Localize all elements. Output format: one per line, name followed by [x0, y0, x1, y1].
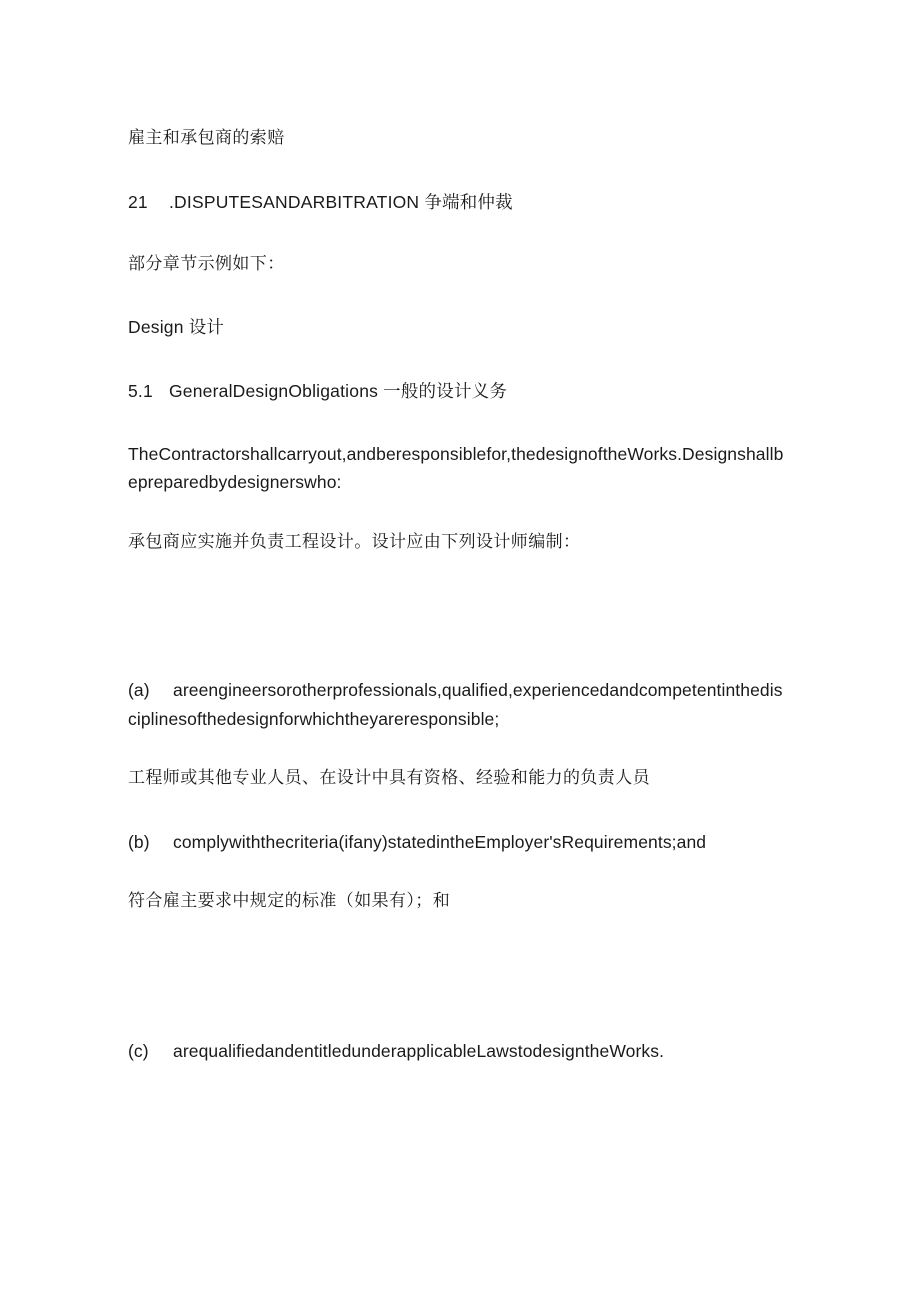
list-item-c-text: arequalifiedandentitledunderapplicableLawstodesigntheWorks. [173, 1041, 665, 1062]
list-item-b-chinese: 符合雇主要求中规定的标准（如果有）；和 [128, 890, 451, 911]
list-item-c-label: (c) [128, 1041, 149, 1062]
heading-design: Design 设计 [128, 317, 225, 338]
heading-clause-5-1-general-design-obligations [128, 377, 790, 405]
list-item-a-chinese: 工程师或其他专业人员、在设计中具有资格、经验和能力的负责人员 [128, 768, 650, 788]
clause-21-number: 21 [128, 191, 148, 212]
heading-clause-21-disputes [128, 188, 790, 216]
list-item-a-label: (a) [128, 680, 150, 701]
clause-5-1-title: GeneralDesignObligations 一般的设计义务 [169, 380, 508, 401]
clause-5-1-number: 5.1 [128, 380, 153, 401]
paragraph-sections-example-intro: 部分章节示例如下： [128, 253, 285, 274]
page-top-margin [128, 0, 790, 108]
clause-21-title: .DISPUTESANDARBITRATION 争端和仲裁 [169, 191, 513, 212]
list-item-a-text: areengineersorotherprofessionals,qualified,experiencedandcompetentinthedisciplinesofthedesignforwhichtheyareresponsible; [128, 680, 783, 729]
list-item-b-text: complywiththecriteria(ifany)statedintheEmployer'sRequirements;and [173, 831, 707, 852]
list-item-b-label: (b) [128, 831, 150, 852]
list-item-a-english [128, 676, 790, 733]
paragraph-clause-5-1-english: TheContractorshallcarryout,andberesponsiblefor,thedesignoftheWorks.Designshallbepreparedbydesignerswho: [128, 444, 784, 493]
list-item-b-english [128, 828, 790, 856]
list-item-c-english [128, 1037, 790, 1065]
paragraph-employer-contractor-claims: 雇主和承包商的索赔 [128, 128, 285, 148]
paragraph-clause-5-1-chinese: 承包商应实施并负责工程设计。设计应由下列设计师编制： [128, 531, 581, 552]
